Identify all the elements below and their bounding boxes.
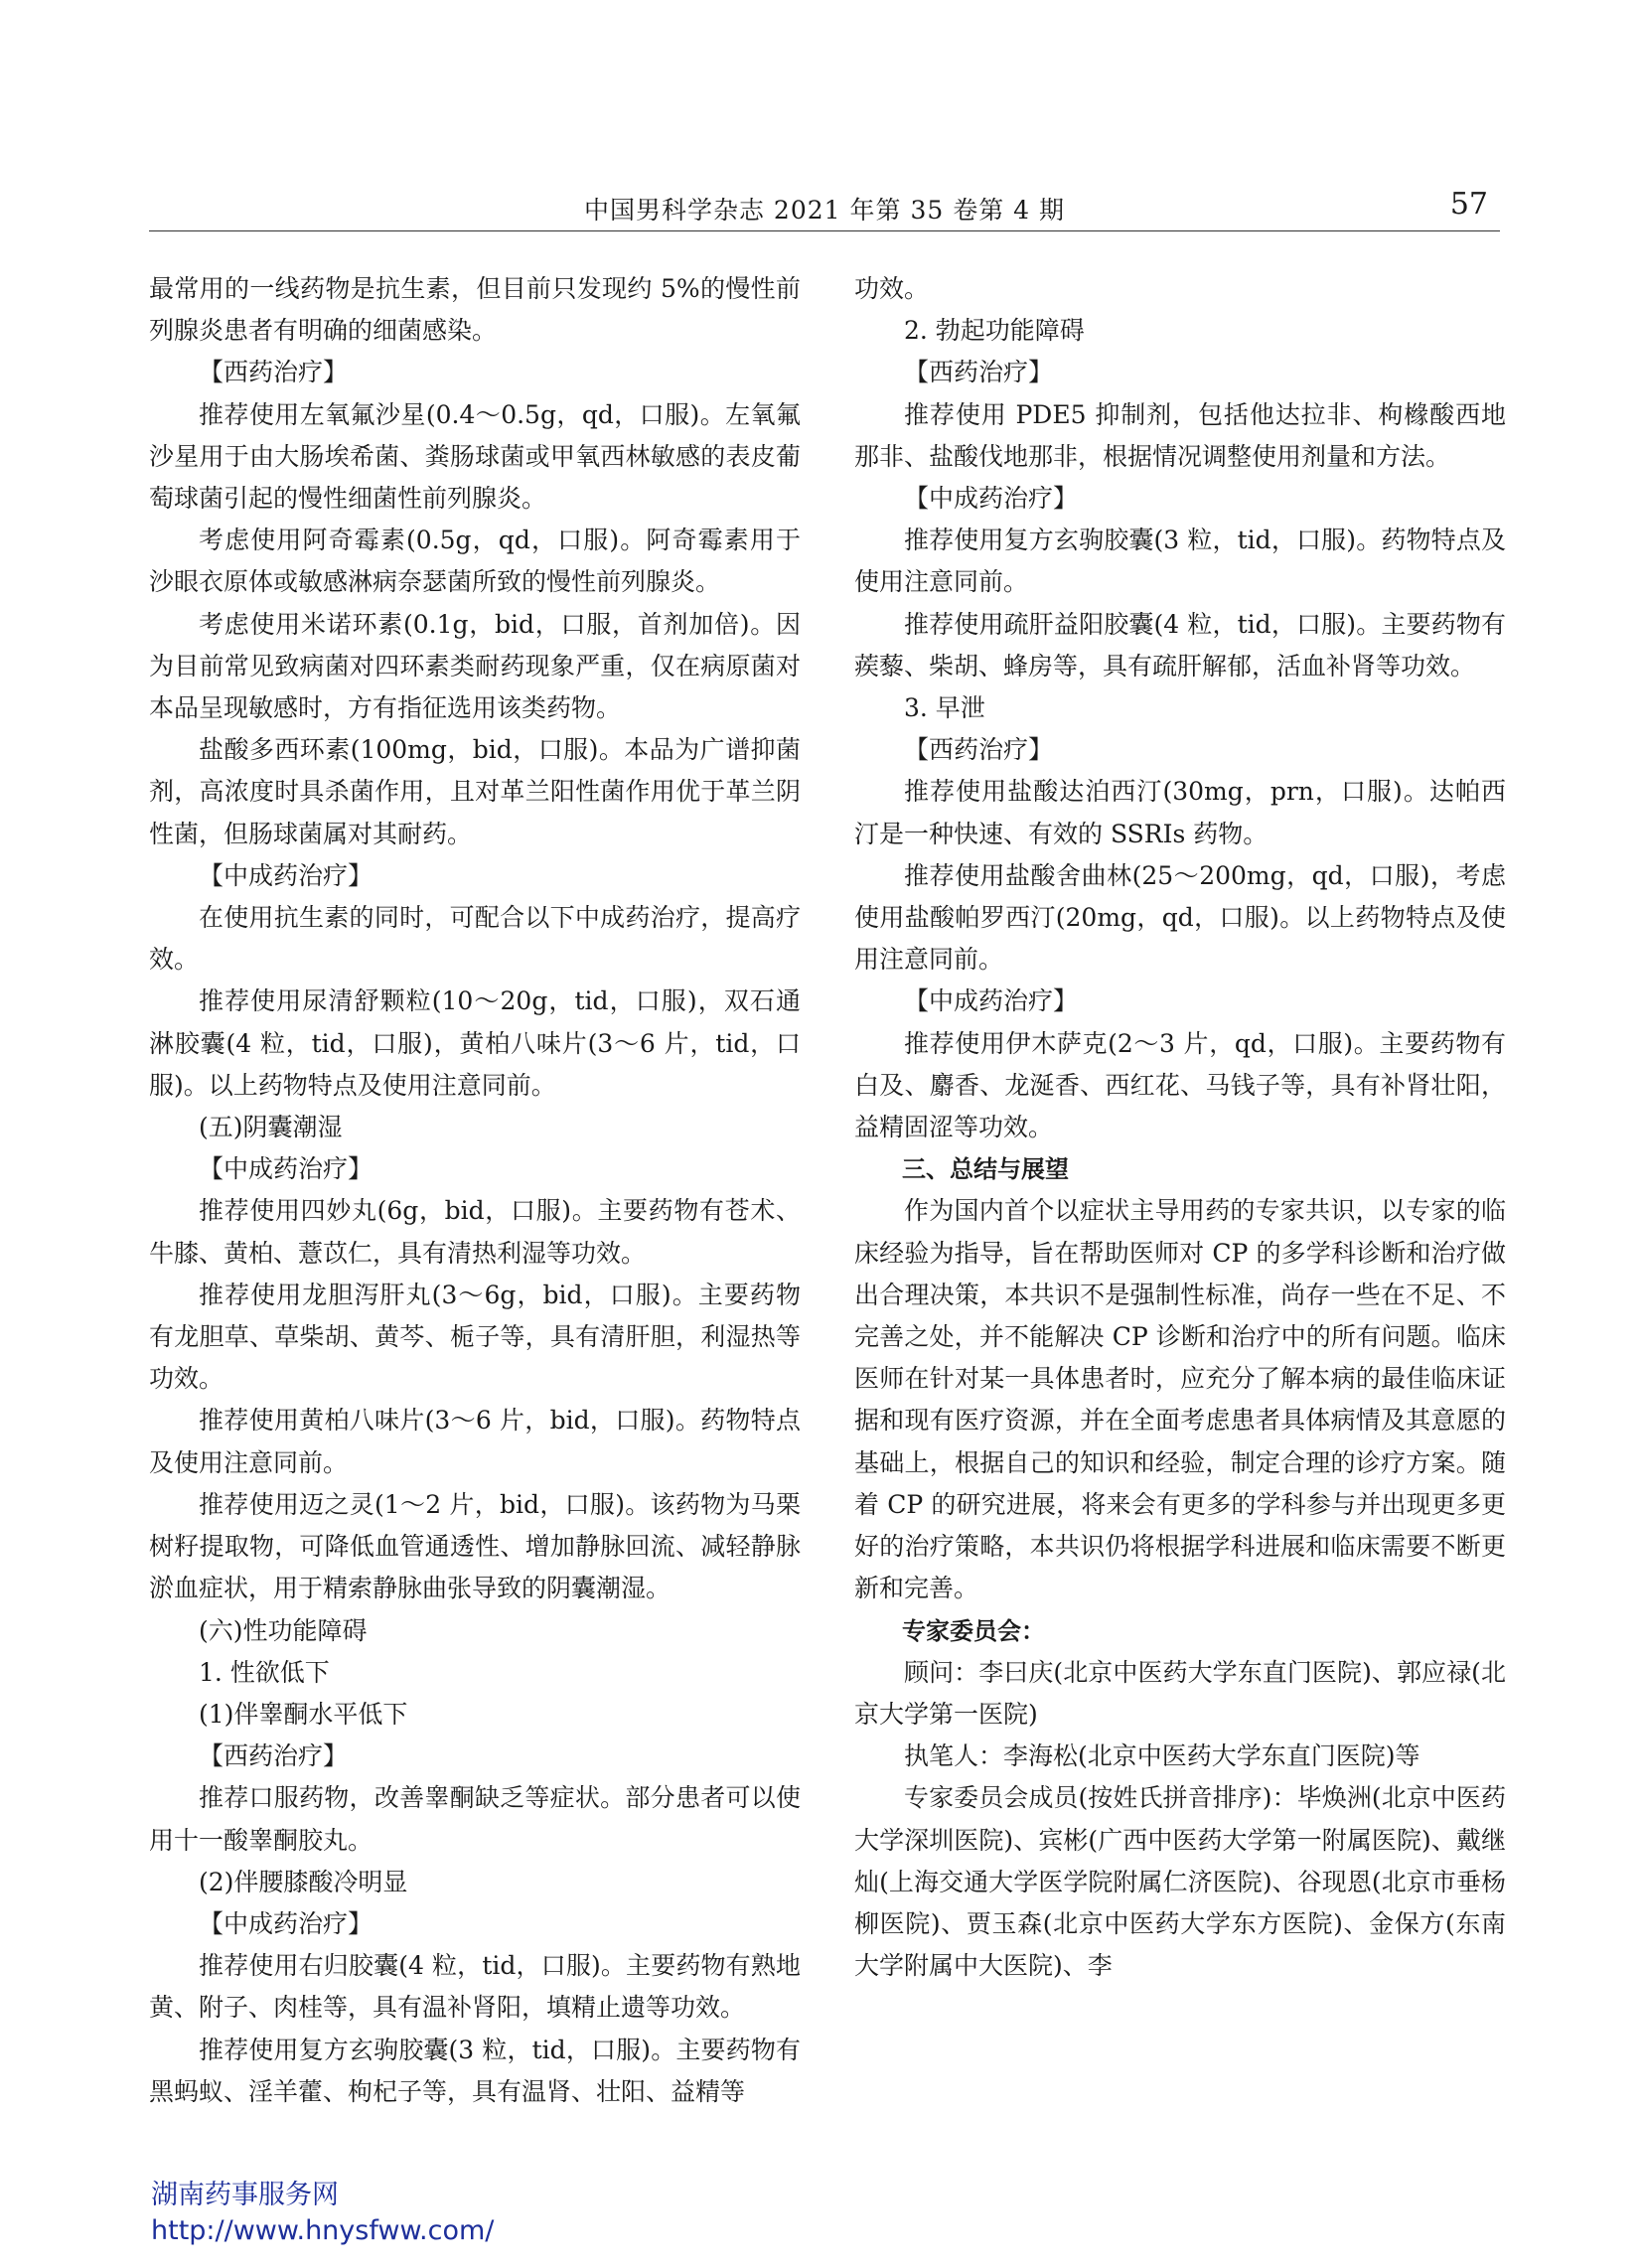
paragraph: 推荐使用 PDE5 抑制剂，包括他达拉非、枸橼酸西地那非、盐酸伐地那非，根据情况调整使用剂量和方法。 (854, 399, 1506, 471)
paragraph: 执笔人：李海松(北京中医药大学东直门医院)等 (904, 1741, 1420, 1771)
paragraph: 推荐使用疏肝益阳胶囊(4 粒，tid，口服)。主要药物有蒺藜、柴胡、蜂房等，具有疏肝解郁，活血补肾等功效。 (854, 609, 1506, 680)
paragraph: 3. 早泄 (904, 693, 985, 723)
paragraph: 推荐口服药物，改善睾酮缺乏等症状。部分患者可以使用十一酸睾酮胶丸。 (149, 1783, 801, 1855)
paragraph: 【西药治疗】 (199, 358, 349, 387)
paragraph: 推荐使用尿清舒颗粒(10～20g，tid，口服)，双石通淋胶囊(4 粒，tid，口服)，黄柏八味片(3～6 片，tid，口服)。以上药物特点及使用注意同前。 (149, 986, 801, 1100)
paragraph: 推荐使用龙胆泻肝丸(3～6g，bid，口服)。主要药物有龙胆草、草柴胡、黄芩、栀子等，具有清肝胆，利湿热等功效。 (149, 1280, 801, 1394)
watermark-url[interactable]: http://www.hnysfww.com/ (151, 2215, 495, 2246)
paragraph: 三、总结与展望 (902, 1155, 1069, 1184)
paragraph: 【中成药治疗】 (904, 484, 1079, 514)
watermark-name: 湖南药事服务网 (151, 2180, 339, 2210)
left-column (149, 268, 801, 2113)
site-watermark (151, 2178, 494, 2249)
paragraph: 推荐使用伊木萨克(2～3 片，qd，口服)。主要药物有白及、麝香、龙涎香、西红花、马钱子等，具有补肾壮阳，益精固涩等功效。 (854, 1028, 1506, 1142)
paragraph: 推荐使用右归胶囊(4 粒，tid，口服)。主要药物有熟地黄、附子、肉桂等，具有温补肾阳，填精止遗等功效。 (149, 1951, 801, 2023)
paragraph: 【中成药治疗】 (199, 1908, 373, 1938)
paragraph: 推荐使用盐酸舍曲林(25～200mg，qd，口服)，考虑使用盐酸帕罗西汀(20mg，qd，口服)。以上药物特点及使用注意同前。 (854, 860, 1506, 975)
paragraph: 盐酸多西环素(100mg，bid，口服)。本品为广谱抑菌剂，高浓度时具杀菌作用，且对革兰阳性菌作用优于革兰阴性菌，但肠球菌属对其耐药。 (149, 735, 801, 848)
paragraph: 推荐使用盐酸达泊西汀(30mg，prn，口服)。达帕西汀是一种快速、有效的 SSRIs 药物。 (854, 777, 1506, 848)
paragraph: (六)性功能障碍 (199, 1615, 368, 1645)
paragraph: 最常用的一线药物是抗生素，但目前只发现约 5%的慢性前列腺炎患者有明确的细菌感染。 (149, 274, 801, 346)
right-column (854, 268, 1506, 1987)
paragraph: 推荐使用复方玄驹胶囊(3 粒，tid，口服)。主要药物有黑蚂蚁、淫羊藿、枸杞子等，具有温肾、壮阳、益精等 (149, 2035, 801, 2106)
paragraph: 【西药治疗】 (904, 358, 1054, 387)
paragraph: 【西药治疗】 (199, 1741, 349, 1771)
paragraph: 【中成药治疗】 (199, 860, 373, 890)
paragraph: (1)伴睾酮水平低下 (199, 1699, 408, 1729)
paragraph: 考虑使用阿奇霉素(0.5g，qd，口服)。阿奇霉素用于沙眼衣原体或敏感淋病奈瑟菌所致的慢性前列腺炎。 (149, 526, 801, 597)
paragraph: 1. 性欲低下 (199, 1657, 330, 1687)
paragraph: 2. 勃起功能障碍 (904, 316, 1085, 346)
paragraph: (2)伴腰膝酸冷明显 (199, 1867, 408, 1896)
paragraph: 顾问：李曰庆(北京中医药大学东直门医院)、郭应禄(北京大学第一医院) (854, 1657, 1506, 1729)
paragraph: 推荐使用迈之灵(1～2 片，bid，口服)。该药物为马栗树籽提取物，可降低血管通透性、增加静脉回流、减轻静脉淤血症状，用于精索静脉曲张导致的阴囊潮湿。 (149, 1489, 801, 1603)
paragraph: 推荐使用四妙丸(6g，bid，口服)。主要药物有苍术、牛膝、黄柏、薏苡仁，具有清热利湿等功效。 (149, 1196, 801, 1268)
paragraph: 专家委员会： (902, 1616, 1045, 1645)
paragraph: 专家委员会成员(按姓氏拼音排序)：毕焕洲(北京中医药大学深圳医院)、宾彬(广西中医药大学第一附属医院)、戴继灿(上海交通大学医学院附属仁济医院)、谷现恩(北京市垂杨柳医院)、贾玉森(北京中医药大学东方医院)、金保方(东南大学附属中大医院)、李 (854, 1783, 1506, 1981)
paragraph: 功效。 (854, 274, 930, 303)
paragraph: 【西药治疗】 (904, 735, 1054, 765)
paragraph: 推荐使用左氧氟沙星(0.4～0.5g，qd，口服)。左氧氟沙星用于由大肠埃希菌、粪肠球菌或甲氧西林敏感的表皮葡萄球菌引起的慢性细菌性前列腺炎。 (149, 399, 801, 514)
paragraph: 作为国内首个以症状主导用药的专家共识，以专家的临床经验为指导，旨在帮助医师对 CP 的多学科诊断和治疗做出合理决策，本共识不是强制性标准，尚存一些在不足、不完善之处，并不能解决 CP 诊断和治疗中的所有问题。临床医师在针对某一具体患者时，应充分了解本病的最佳临床证据和现有医疗资源，并在全面考虑患者具体病情及其意愿的基础上，根据自己的知识和经验，制定合理的诊疗方案。随着 CP 的研究进展，将来会有更多的学科参与并出现更多更好的治疗策略，本共识仍将根据学科进展和临床需要不断更新和完善。 (854, 1196, 1506, 1603)
paragraph: 考虑使用米诺环素(0.1g，bid，口服，首剂加倍)。因为目前常见致病菌对四环素类耐药现象严重，仅在病原菌对本品呈现敏感时，方有指征选用该类药物。 (149, 609, 801, 723)
paragraph: 【中成药治疗】 (199, 1154, 373, 1184)
paragraph: 在使用抗生素的同时，可配合以下中成药治疗，提高疗效。 (149, 903, 801, 975)
journal-title: 中国男科学杂志 2021 年第 35 卷第 4 期 (583, 196, 1066, 225)
paragraph: (五)阴囊潮湿 (199, 1113, 343, 1142)
paragraph: 【中成药治疗】 (904, 986, 1079, 1016)
running-header (149, 187, 1500, 231)
paragraph: 推荐使用复方玄驹胶囊(3 粒，tid，口服)。药物特点及使用注意同前。 (854, 526, 1506, 597)
paragraph: 推荐使用黄柏八味片(3～6 片，bid，口服)。药物特点及使用注意同前。 (149, 1406, 801, 1477)
page-number: 57 (1449, 187, 1488, 222)
